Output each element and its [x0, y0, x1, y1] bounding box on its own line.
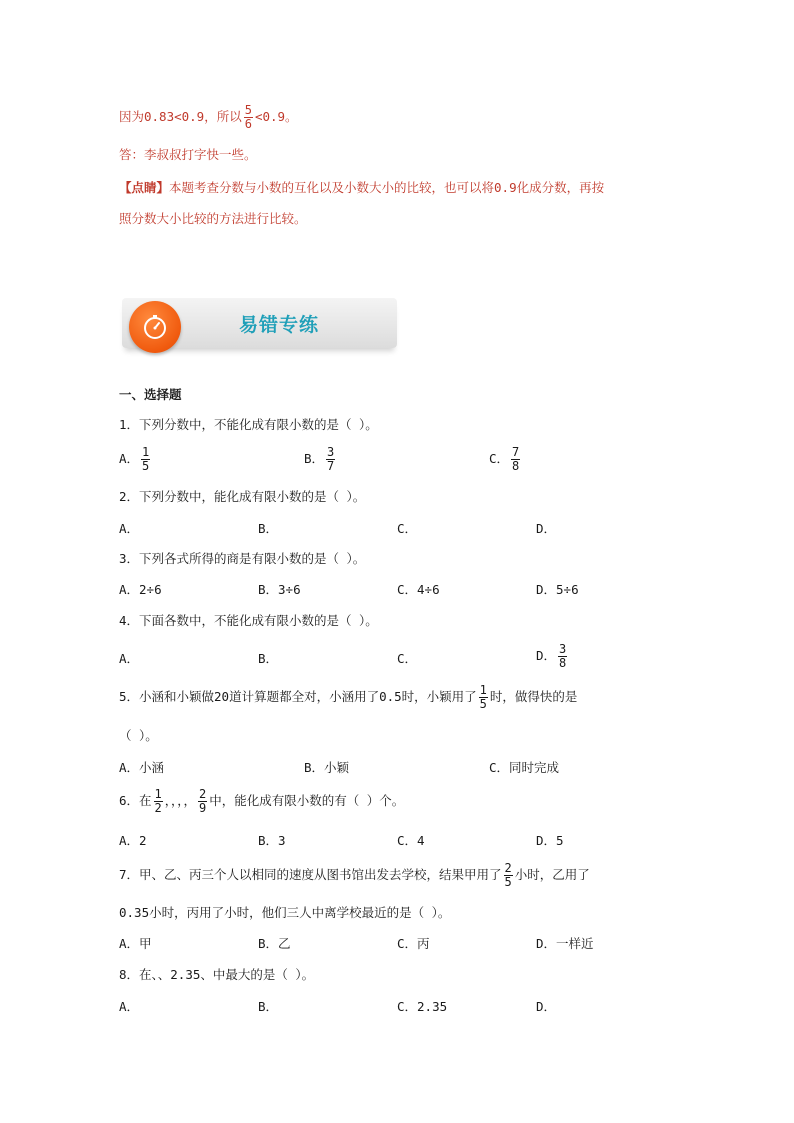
- fraction-denominator: 5: [504, 875, 512, 889]
- tip-line-1: [119, 179, 604, 197]
- question-5-stem-line-2: （ ）。: [119, 728, 158, 743]
- fraction-numerator: 7: [512, 445, 520, 459]
- question-5-option-a: A．小涵: [119, 760, 165, 775]
- stem-text: 7．甲、乙、丙三个人以相同的速度从图书馆出发去学校，结果甲用了: [119, 867, 502, 882]
- question-7-option-a: A．甲: [119, 936, 152, 951]
- option-label: D．: [536, 648, 557, 663]
- option-label: C．: [489, 451, 510, 466]
- question-1-option-c: [489, 446, 522, 473]
- banner-title: 易错专练: [239, 314, 320, 336]
- question-8-option-c: C．2.35: [397, 999, 448, 1014]
- fraction-denominator: 8: [512, 459, 520, 473]
- option-label: B．: [304, 451, 325, 466]
- stem-text: 中，能化成有限小数的有（ ）个。: [209, 793, 405, 808]
- fraction-denominator: 7: [327, 459, 335, 473]
- fraction: [479, 684, 488, 711]
- question-5-option-c: C．同时完成: [489, 760, 560, 775]
- fraction: [154, 788, 163, 815]
- question-1-stem: 1．下列分数中，不能化成有限小数的是（ ）。: [119, 417, 378, 432]
- tip-line-2: 照分数大小比较的方法进行比较。: [119, 211, 307, 226]
- fraction-numerator: 2: [199, 787, 207, 801]
- option-label: A．: [119, 451, 140, 466]
- question-8-stem: 8．在、、2.35、中最大的是（ ）。: [119, 967, 315, 982]
- section-heading: 一、选择题: [119, 387, 182, 402]
- question-2-option-d: D．: [536, 521, 557, 536]
- answer-line: 答：李叔叔打字快一些。: [119, 147, 257, 162]
- question-8-option-a: A．: [119, 999, 140, 1014]
- question-6-stem: [119, 788, 404, 815]
- fraction: [326, 446, 335, 473]
- solution-line-1: [119, 104, 298, 131]
- question-6-option-a: A．2: [119, 833, 147, 848]
- stem-text: 小时，乙用了: [514, 867, 590, 882]
- question-2-option-b: B．: [258, 521, 279, 536]
- stem-text: 5．小涵和小颖做20道计算题都全对，小涵用了0.5时，小颖用了: [119, 689, 477, 704]
- question-7-option-b: B．乙: [258, 936, 291, 951]
- question-3-option-c: C．4÷6: [397, 582, 440, 597]
- fraction-denominator: 8: [559, 656, 567, 670]
- question-3-stem: 3．下列各式所得的商是有限小数的是（ ）。: [119, 551, 366, 566]
- tip-text: 本题考查分数与小数的互化以及小数大小的比较，也可以将0.9化成分数，再按: [169, 180, 605, 195]
- question-7-stem-line-2: 0.35小时，丙用了小时，他们三人中离学校最近的是（ ）。: [119, 905, 451, 920]
- question-6-option-c: C．4: [397, 833, 425, 848]
- fraction-numerator: 1: [479, 683, 487, 697]
- question-4-option-d: [536, 643, 569, 670]
- question-6-option-d: D．5: [536, 833, 564, 848]
- question-1-option-b: [304, 446, 337, 473]
- question-2-stem: 2．下列分数中，能化成有限小数的是（ ）。: [119, 489, 366, 504]
- solution-text: 因为0.83<0.9，所以: [119, 109, 242, 124]
- tip-label: 【点睛】: [119, 180, 170, 195]
- fraction-denominator: 2: [154, 801, 162, 815]
- question-3-option-b: B．3÷6: [258, 582, 301, 597]
- question-8-option-b: B．: [258, 999, 279, 1014]
- question-4-option-b: B．: [258, 651, 279, 666]
- question-1-option-a: [119, 446, 152, 473]
- fraction-numerator: 3: [327, 445, 335, 459]
- question-5-stem: [119, 684, 577, 711]
- fraction-denominator: 6: [244, 117, 252, 131]
- question-4-stem: 4．下面各数中，不能化成有限小数的是（ ）。: [119, 613, 378, 628]
- fraction: [558, 643, 567, 670]
- fraction-numerator: 2: [504, 861, 512, 875]
- fraction-denominator: 5: [142, 459, 150, 473]
- question-2-option-a: A．: [119, 521, 140, 536]
- question-3-option-a: A．2÷6: [119, 582, 162, 597]
- stopwatch-icon: [129, 301, 181, 353]
- question-7-stem: [119, 862, 590, 889]
- fraction-numerator: 1: [142, 445, 150, 459]
- fraction-numerator: 3: [559, 642, 567, 656]
- stem-text: ，，，，: [164, 793, 197, 808]
- fraction: [198, 788, 207, 815]
- fraction-denominator: 5: [479, 697, 487, 711]
- solution-text: <0.9。: [254, 109, 298, 124]
- stem-text: 时，做得快的是: [489, 689, 578, 704]
- question-2-option-c: C．: [397, 521, 418, 536]
- question-3-option-d: D．5÷6: [536, 582, 579, 597]
- stem-text: 6．在: [119, 793, 152, 808]
- fraction: [504, 862, 513, 889]
- fraction-numerator: 5: [244, 103, 252, 117]
- fraction-numerator: 1: [154, 787, 162, 801]
- question-7-option-c: C．丙: [397, 936, 430, 951]
- question-8-option-d: D．: [536, 999, 557, 1014]
- fraction-denominator: 9: [199, 801, 207, 815]
- question-6-option-b: B．3: [258, 833, 286, 848]
- question-7-option-d: D．一样近: [536, 936, 594, 951]
- question-5-option-b: B．小颖: [304, 760, 350, 775]
- fraction: [244, 104, 253, 131]
- fraction: [511, 446, 520, 473]
- question-4-option-a: A．: [119, 651, 140, 666]
- fraction: [141, 446, 150, 473]
- question-4-option-c: C．: [397, 651, 418, 666]
